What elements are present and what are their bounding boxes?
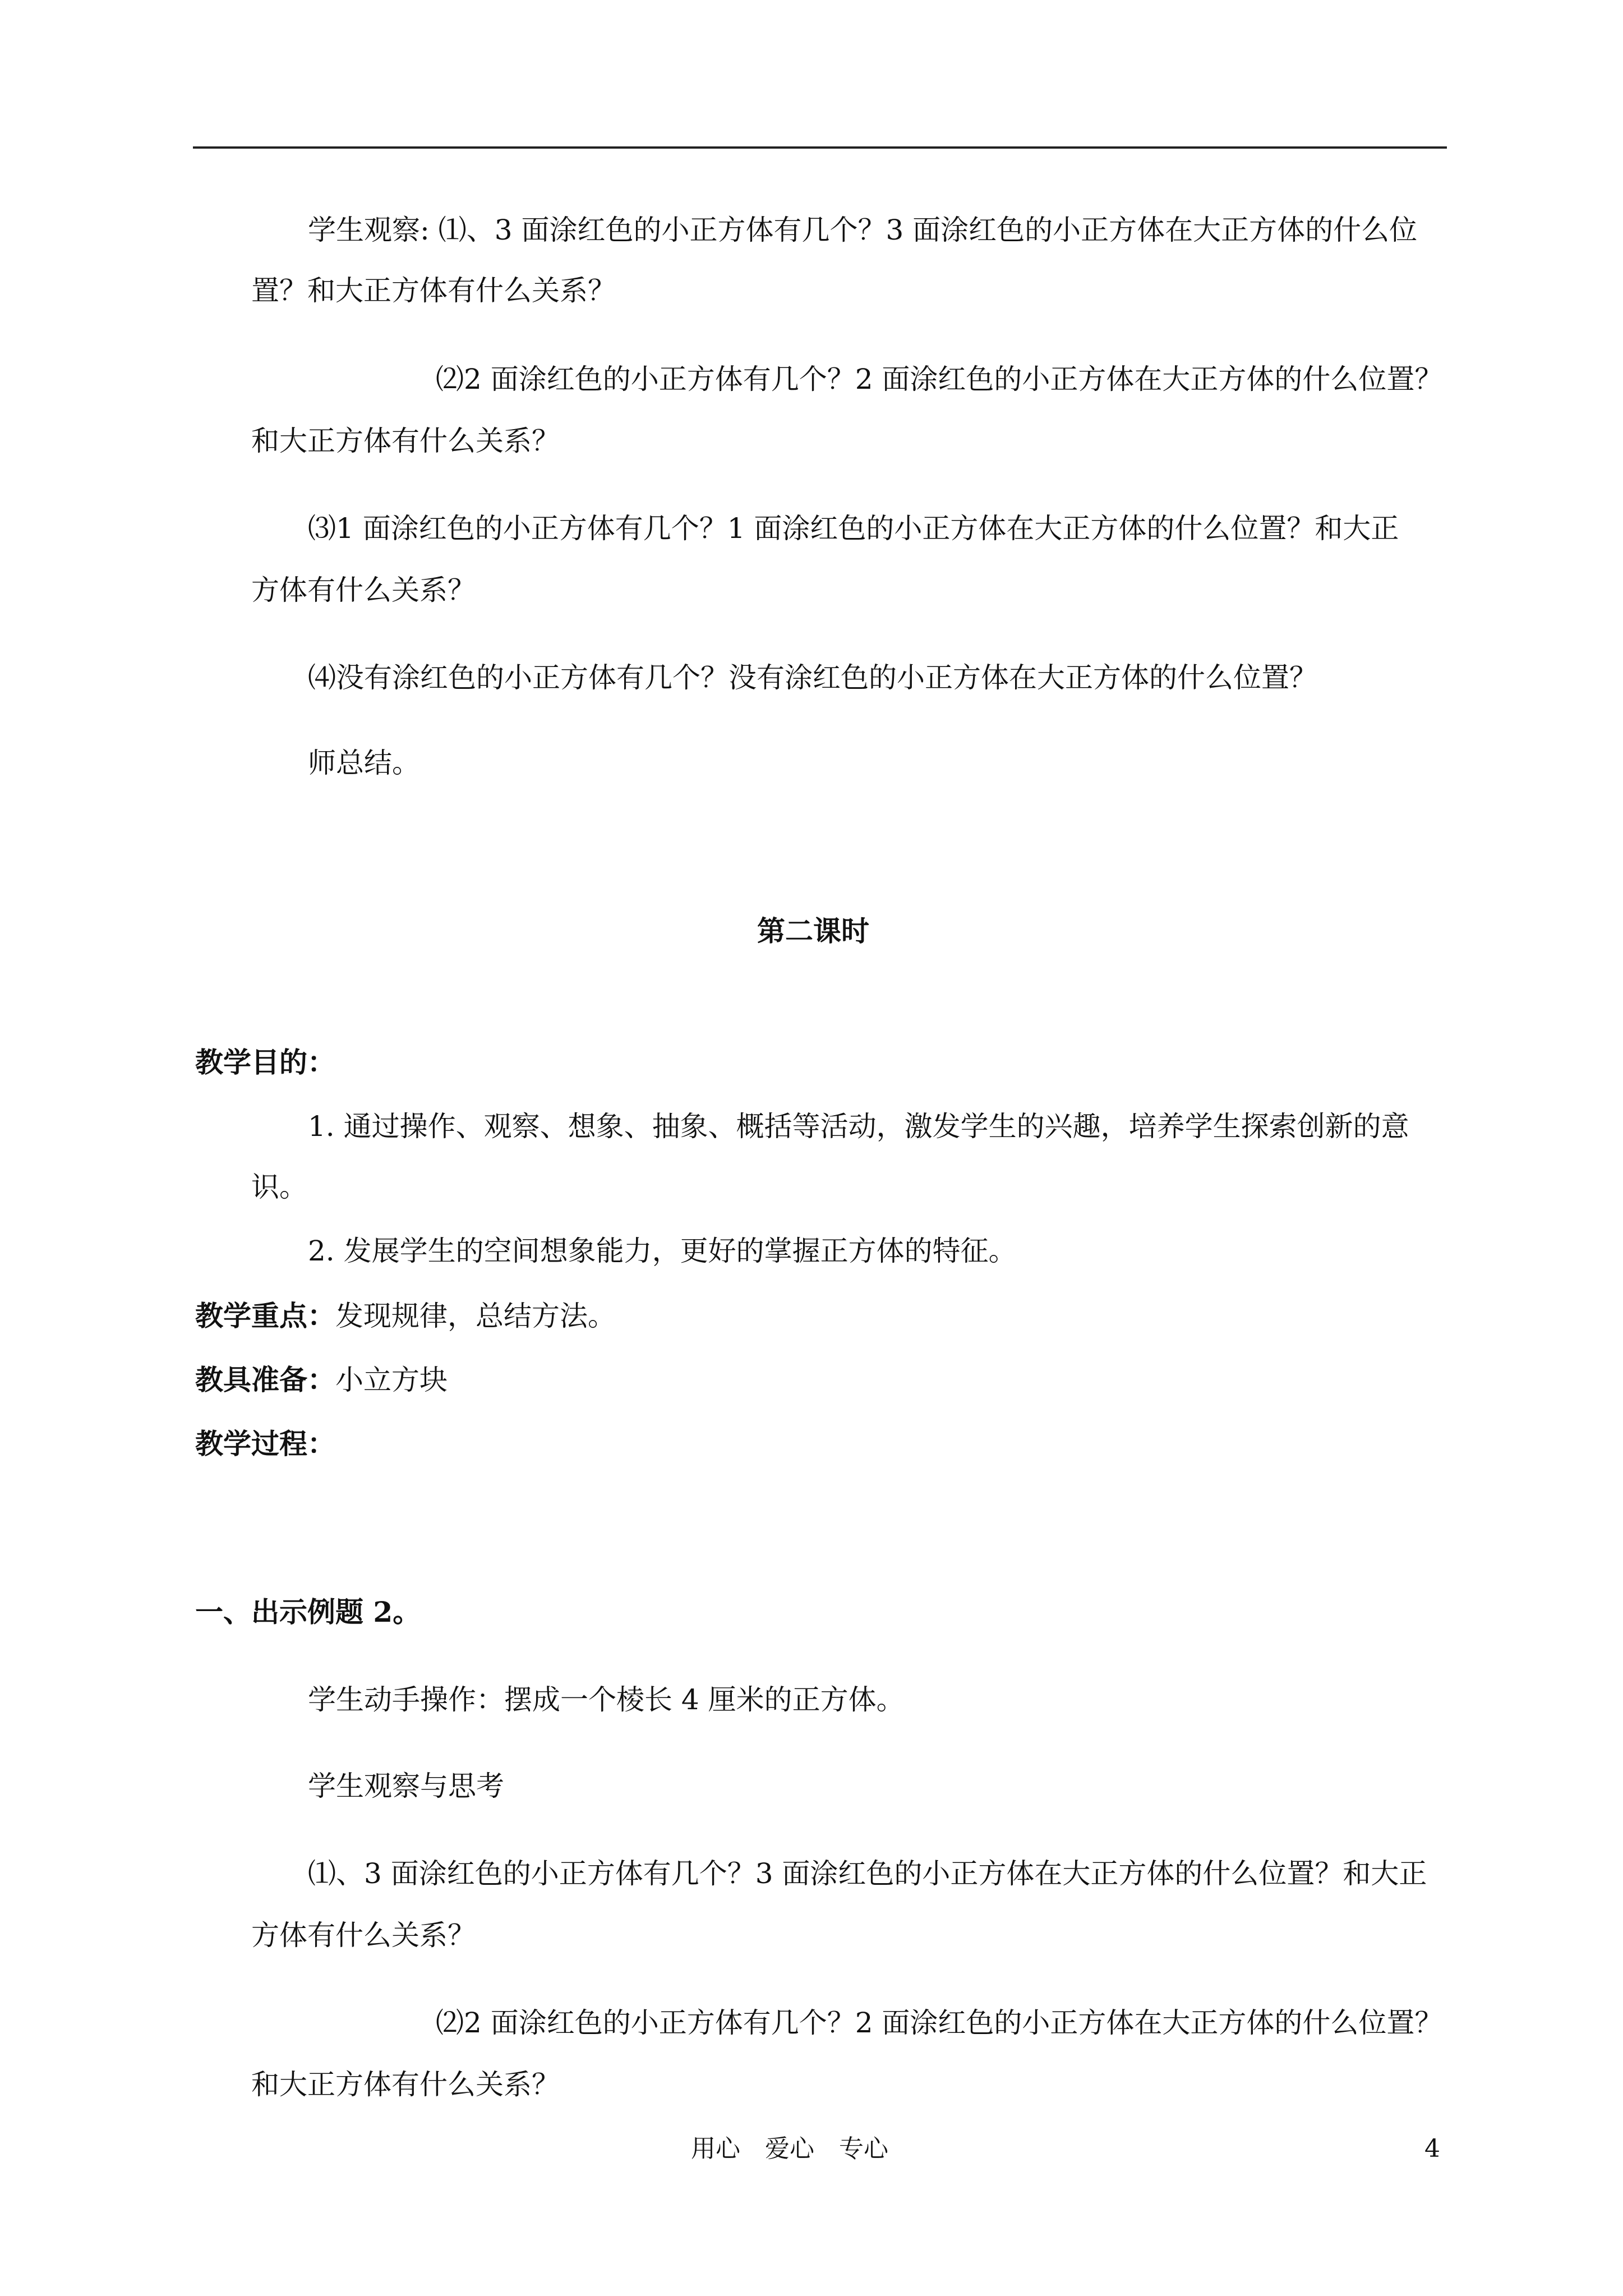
paragraph-2-line-2: 和大正方体有什么关系？ xyxy=(251,425,560,457)
paragraph-1-line-1: 学生观察: ⑴、3 面涂红色的小正方体有几个？3 面涂红色的小正方体在大正方体的什么位 xyxy=(308,214,1418,246)
paragraph-3-line-1: ⑶1 面涂红色的小正方体有几个？1 面涂红色的小正方体在大正方体的什么位置？和大正 xyxy=(308,512,1399,545)
question-1-line-1: ⑴、3 面涂红色的小正方体有几个？3 面涂红色的小正方体在大正方体的什么位置？和大正 xyxy=(308,1857,1427,1890)
key-point-text: 发现规律，总结方法。 xyxy=(335,1300,616,1332)
tools-prep-text: 小立方块 xyxy=(335,1364,448,1396)
paragraph-4-line-1: ⑷没有涂红色的小正方体有几个？没有涂红色的小正方体在大正方体的什么位置？ xyxy=(308,661,1317,694)
key-point xyxy=(195,1299,616,1333)
header-rule xyxy=(193,146,1447,149)
goal-1-line-1: 1. 通过操作、观察、想象、抽象、概括等活动，激发学生的兴趣，培养学生探索创新的意 xyxy=(308,1110,1409,1143)
question-2-line-1: ⑵2 面涂红色的小正方体有几个？2 面涂红色的小正方体在大正方体的什么位置？ xyxy=(436,2007,1443,2039)
teacher-summary: 师总结。 xyxy=(308,747,420,779)
lesson-title: 第二课时 xyxy=(757,914,869,947)
paragraph-3-line-2: 方体有什么关系？ xyxy=(251,574,476,606)
goals-heading: 教学目的： xyxy=(195,1046,335,1079)
footer-motto: 用心 爱心 专心 xyxy=(691,2134,888,2163)
tools-prep xyxy=(195,1363,448,1397)
goal-2: 2. 发展学生的空间想象能力，更好的掌握正方体的特征。 xyxy=(308,1235,1017,1267)
question-1-line-2: 方体有什么关系？ xyxy=(251,1919,476,1952)
tools-prep-label: 教具准备： xyxy=(195,1363,335,1396)
page-number: 4 xyxy=(1424,2134,1440,2163)
question-2-line-2: 和大正方体有什么关系？ xyxy=(251,2068,560,2101)
paragraph-2-line-1: ⑵2 面涂红色的小正方体有几个？2 面涂红色的小正方体在大正方体的什么位置？ xyxy=(436,363,1443,395)
goal-1-line-2: 识。 xyxy=(251,1171,307,1203)
part-1-heading: 一、出示例题 2。 xyxy=(195,1595,421,1628)
paragraph-1-line-2: 置？和大正方体有什么关系？ xyxy=(251,274,616,307)
key-point-label: 教学重点： xyxy=(195,1299,335,1332)
process-heading: 教学过程： xyxy=(195,1427,335,1460)
student-operation: 学生动手操作：摆成一个棱长 4 厘米的正方体。 xyxy=(308,1683,905,1716)
student-observation: 学生观察与思考 xyxy=(308,1770,504,1802)
